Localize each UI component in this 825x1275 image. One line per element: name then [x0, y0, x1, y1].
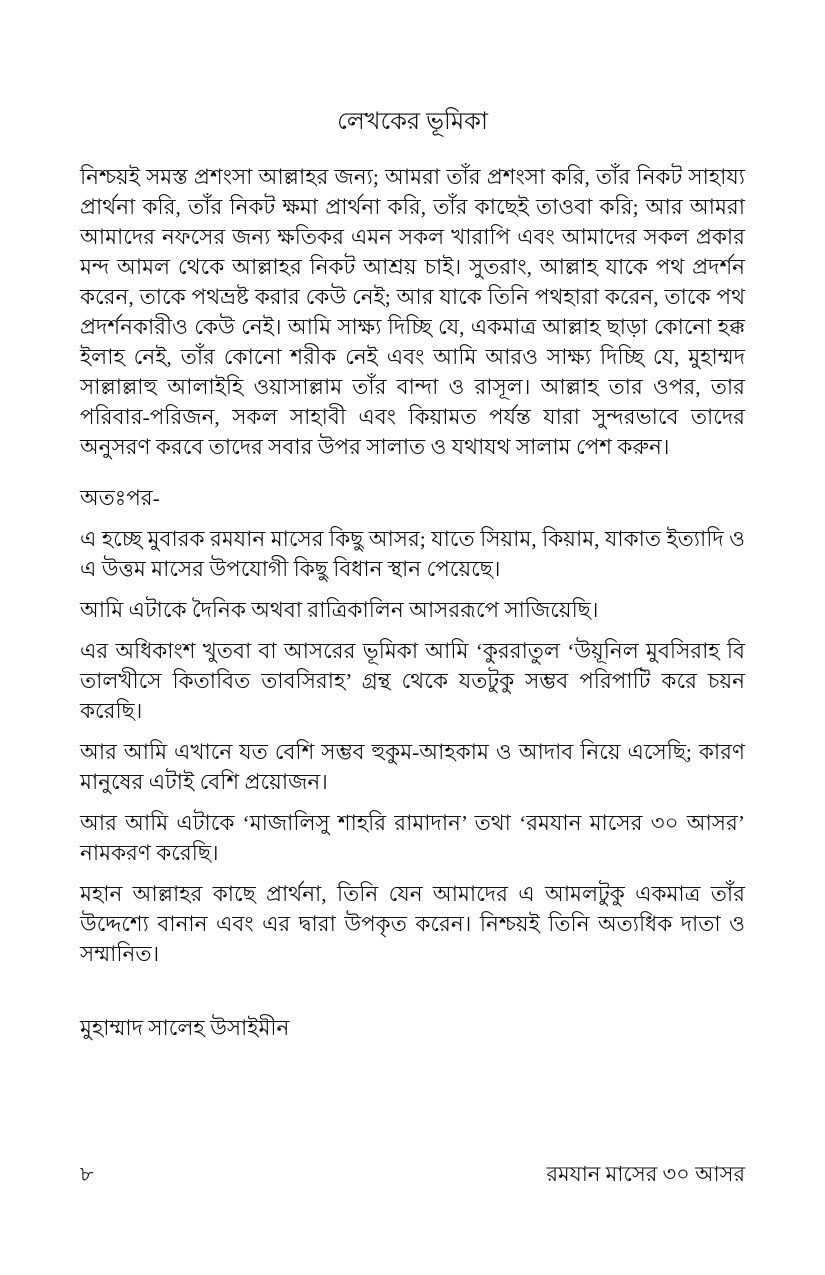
page-number: ৮ — [80, 1162, 94, 1186]
page-title: লেখকের ভূমিকা — [337, 109, 488, 135]
paragraph-naming: আর আমি এটাকে ‘মাজালিসু শাহরি রামাদান’ তথা ‘রমযান মাসের ৩০ আসর’ নামকরণ করেছি। — [80, 811, 745, 865]
paragraph-atahpar: অতঃপর- — [80, 486, 160, 510]
paragraph-book-description: এ হচ্ছে মুবারক রমযান মাসের কিছু আসর; যাতে সিয়াম, কিয়াম, যাকাত ইত্যাদি ও এ উত্তম মাসের উপযোগী কিছু বিধান স্থান পেয়েছে। — [80, 527, 745, 581]
page-footer — [80, 1160, 745, 1188]
footer-book-title: রমযান মাসের ৩০ আসর — [546, 1162, 745, 1186]
paragraph-arrangement: আমি এটাকে দৈনিক অথবা রাত্রিকালিন আসররূপে সাজিয়েছি। — [80, 598, 599, 622]
paragraph-rulings: আর আমি এখানে যত বেশি সম্ভব হুকুম-আহকাম ও আদাব নিয়ে এসেছি; কারণ মানুষের এটাই বেশি প্রয়োজন। — [80, 740, 745, 794]
paragraph-preface-opening: নিশ্চয়ই সমস্ত প্রশংসা আল্লাহর জন্য; আমরা তাঁর প্রশংসা করি, তাঁর নিকট সাহায্য প্রার্থনা করি, তাঁর নিকট ক্ষমা প্রার্থনা করি, তাঁর কাছেই তাওবা করি; আর আমরা আমাদের নফসের জন্য ক্ষতিকর এমন সকল খারাপি এবং আমাদের সকল প্রকার মন্দ আমল থেকে আল্লাহর নিকট আশ্রয় চাই। সুতরাং, আল্লাহ যাকে পথ প্রদর্শন করেন, তাকে পথভ্রষ্ট করার কেউ নেই; আর যাকে তিনি পথহারা করেন, তাকে পথ প্রদর্শনকারীও কেউ নেই। আমি সাক্ষ্য দিচ্ছি যে, একমাত্র আল্লাহ ছাড়া কোনো হক্ক ইলাহ নেই, তাঁর কোনো শরীক নেই এবং আমি আরও সাক্ষ্য দিচ্ছি যে, মুহাম্মদ সাল্লাল্লাহু আলাইহি ওয়াসাল্লাম তাঁর বান্দা ও রাসূল। আল্লাহ তার ওপর, তার পরিবার-পরিজন, সকল সাহাবী এবং কিয়ামত পর্যন্ত যারা সুন্দরভাবে তাদের অনুসরণ করবে তাদের সবার উপর সালাত ও যথাযথ সালাম পেশ করুন। — [80, 165, 745, 459]
paragraph-source-book: এর অধিকাংশ খুতবা বা আসরের ভূমিকা আমি ‘কুররাতুল ‘উয়ূনিল মুবসিরাহ বি তালখীসে কিতাবিত তাবসিরাহ’ গ্রন্থ থেকে যতটুকু সম্ভব পরিপাটি করে চয়ন করেছি। — [80, 639, 745, 723]
paragraph-dua: মহান আল্লাহর কাছে প্রার্থনা, তিনি যেন আমাদের এ আমলটুকু একমাত্র তাঁর উদ্দেশ্যে বানান এবং এর দ্বারা উপকৃত করেন। নিশ্চয়ই তিনি অত্যধিক দাতা ও সম্মানিত। — [80, 882, 745, 966]
author-signature: মুহাম্মাদ সালেহ উসাইমীন — [80, 1016, 290, 1040]
